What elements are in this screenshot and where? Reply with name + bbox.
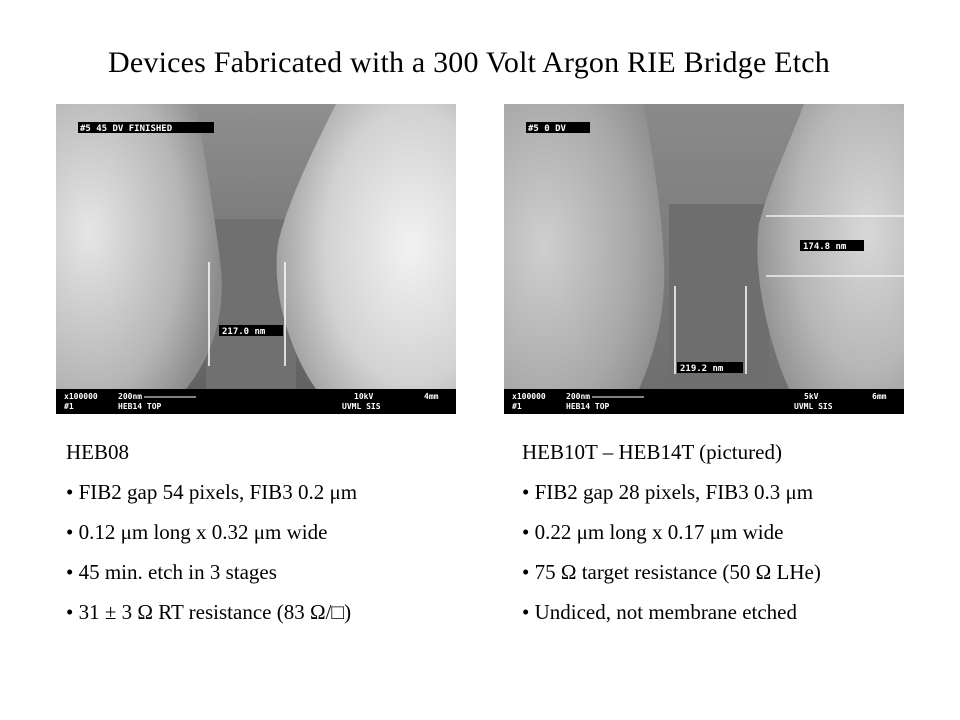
svg-text:5kV: 5kV <box>804 392 819 401</box>
sem-image-left <box>56 104 456 414</box>
svg-text:#1: #1 <box>512 402 522 411</box>
device-heading-right: HEB10T – HEB14T (pictured) <box>522 440 782 464</box>
bullet-left-4: • 31 ± 3 Ω RT resistance (83 Ω/□) <box>66 600 352 624</box>
svg-text:x100000: x100000 <box>512 392 546 401</box>
svg-text:HEB14 TOP: HEB14 TOP <box>118 402 162 411</box>
measurement-label-right-top: 174.8 nm <box>803 242 847 252</box>
svg-text:6mm: 6mm <box>872 392 887 401</box>
svg-text:UVML SIS: UVML SIS <box>794 402 833 411</box>
sem-image-right <box>504 104 904 414</box>
slide-title: Devices Fabricated with a 300 Volt Argon RIE Bridge Etch <box>108 46 830 79</box>
caption-right <box>522 432 821 632</box>
sem-header-right: #5 0 DV <box>528 124 566 134</box>
bullet-right-4: • Undiced, not membrane etched <box>522 600 797 624</box>
svg-text:UVML SIS: UVML SIS <box>342 402 381 411</box>
svg-text:200nm: 200nm <box>118 392 143 401</box>
measurement-label-left: 217.0 nm <box>222 327 266 337</box>
bullet-right-3: • 75 Ω target resistance (50 Ω LHe) <box>522 560 821 584</box>
caption-left <box>66 432 357 632</box>
device-heading-left: HEB08 <box>66 440 129 464</box>
svg-text:HEB14 TOP: HEB14 TOP <box>566 402 610 411</box>
svg-text:10kV: 10kV <box>354 392 374 401</box>
sem-header-left: #5 45 DV FINISHED <box>80 124 173 134</box>
measurement-label-right-bottom: 219.2 nm <box>680 364 724 374</box>
bullet-left-2: • 0.12 μm long x 0.32 μm wide <box>66 520 328 544</box>
bullet-left-1: • FIB2 gap 54 pixels, FIB3 0.2 μm <box>66 480 358 504</box>
bullet-right-1: • FIB2 gap 28 pixels, FIB3 0.3 μm <box>522 480 814 504</box>
svg-text:#1: #1 <box>64 402 74 411</box>
svg-text:4mm: 4mm <box>424 392 439 401</box>
bullet-right-2: • 0.22 μm long x 0.17 μm wide <box>522 520 784 544</box>
svg-text:200nm: 200nm <box>566 392 591 401</box>
svg-text:x100000: x100000 <box>64 392 98 401</box>
bullet-left-3: • 45 min. etch in 3 stages <box>66 560 277 584</box>
